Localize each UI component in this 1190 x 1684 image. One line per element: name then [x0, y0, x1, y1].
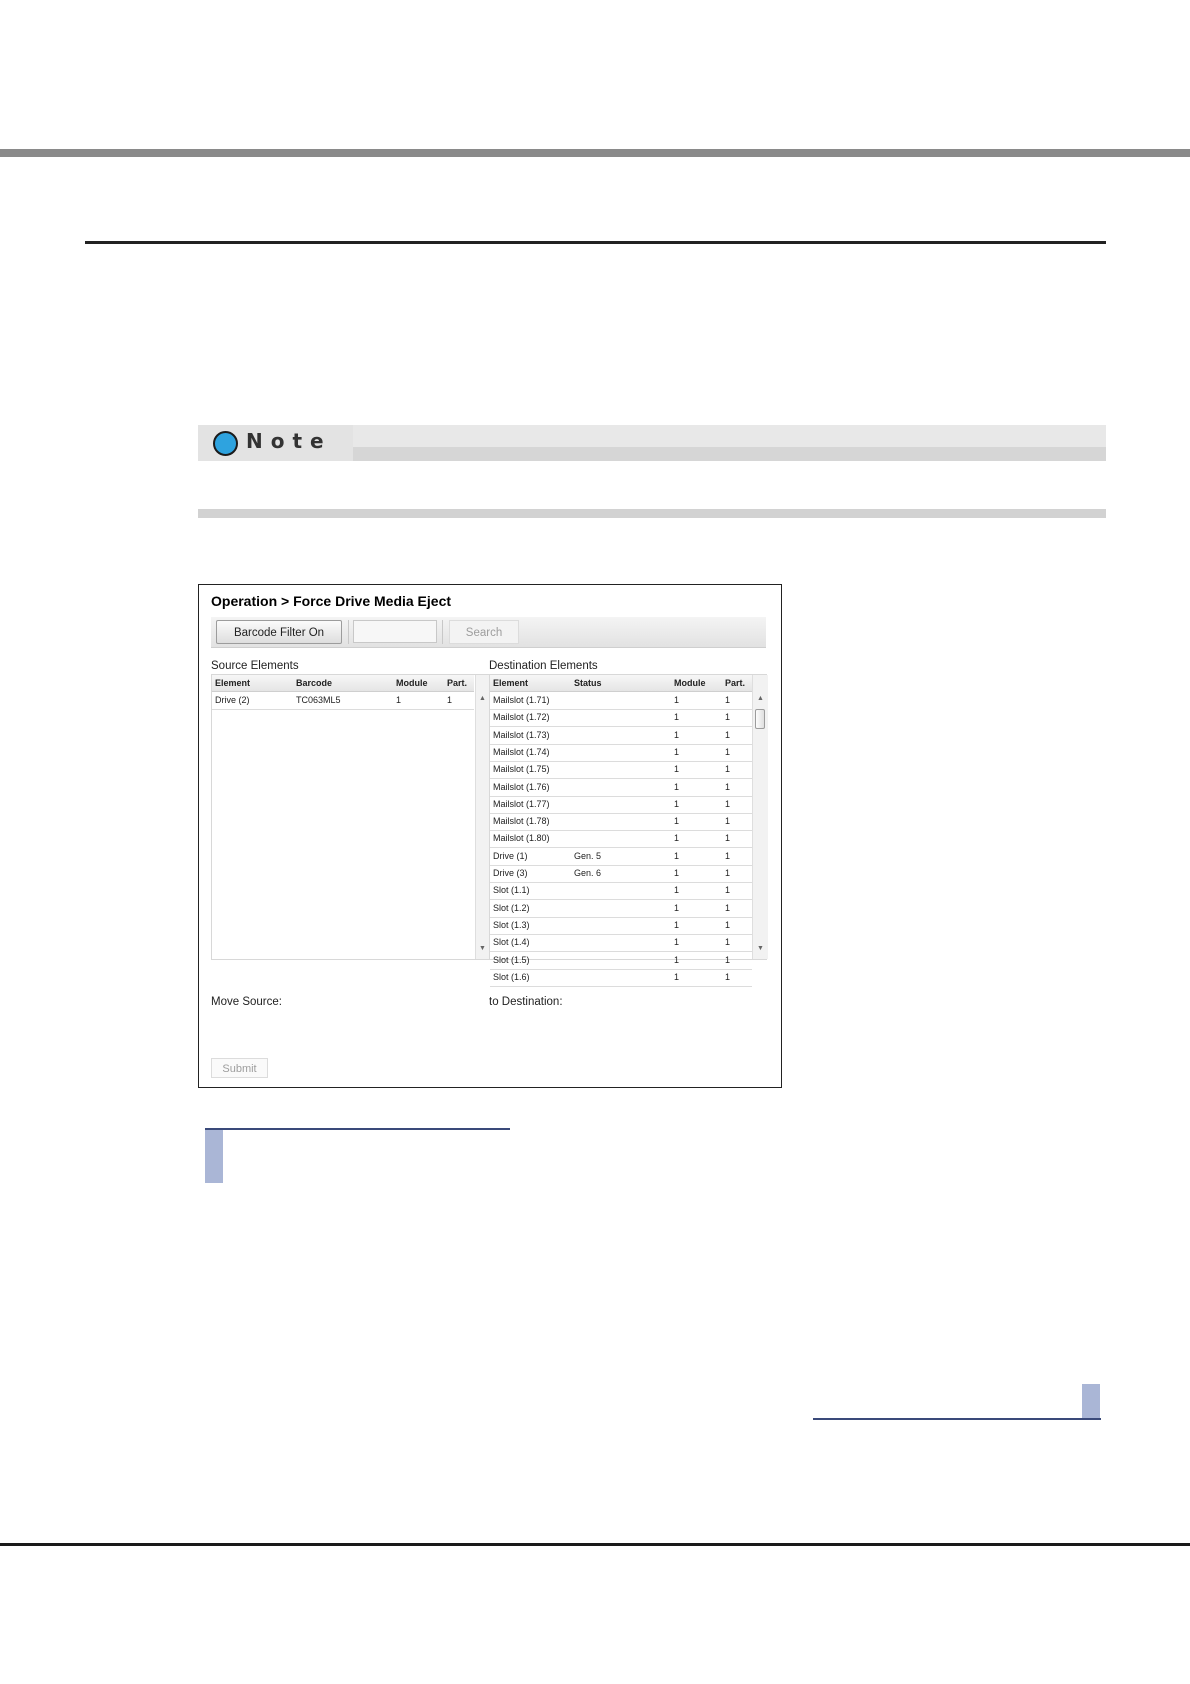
table-row[interactable] — [490, 761, 752, 779]
cell-element: Mailslot (1.78) — [493, 816, 550, 827]
cell-part: 1 — [725, 764, 731, 775]
cell-part: 1 — [725, 746, 731, 757]
arrow-down-icon[interactable]: ▼ — [757, 945, 764, 952]
cell-module: 1 — [674, 695, 680, 705]
column-header-module[interactable]: Module — [674, 678, 706, 688]
table-row[interactable] — [212, 692, 474, 710]
table-row[interactable] — [490, 952, 752, 970]
table-row[interactable] — [490, 882, 752, 900]
cell-module: 1 — [674, 937, 680, 948]
cell-element: Mailslot (1.75) — [493, 764, 550, 775]
cell-part: 1 — [725, 798, 731, 809]
cell-module: 1 — [674, 850, 680, 861]
table-row[interactable] — [490, 917, 752, 935]
cell-module: 1 — [674, 868, 680, 878]
cell-element: Mailslot (1.71) — [493, 695, 550, 705]
cell-module: 1 — [674, 902, 680, 913]
toolbar — [211, 617, 766, 648]
cell-module: 1 — [674, 729, 680, 740]
table-row[interactable] — [490, 744, 752, 762]
cell-element: Mailslot (1.80) — [493, 833, 550, 844]
source-scrollbar[interactable] — [475, 675, 490, 959]
table-row[interactable] — [490, 779, 752, 797]
cell-part: 1 — [725, 919, 731, 930]
cell-element: Drive (3) — [493, 868, 528, 878]
cell-part: 1 — [725, 712, 731, 723]
cell-module: 1 — [674, 781, 680, 792]
submit-button[interactable]: Submit — [211, 1058, 268, 1078]
cell-module: 1 — [674, 798, 680, 809]
cell-part: 1 — [725, 937, 731, 948]
cell-part: 1 — [725, 695, 731, 705]
table-row[interactable] — [490, 865, 752, 883]
cell-module: 1 — [674, 833, 680, 844]
cell-part: 1 — [725, 833, 731, 844]
cell-module: 1 — [674, 919, 680, 930]
cell-module: 1 — [674, 954, 680, 965]
column-header-barcode[interactable]: Barcode — [296, 678, 333, 688]
force-drive-media-eject-screen — [198, 584, 782, 1088]
cell-part: 1 — [725, 868, 731, 878]
scrollbar-thumb[interactable] — [755, 709, 765, 729]
cell-status: Gen. 5 — [574, 850, 602, 861]
table-header — [212, 675, 474, 692]
cell-barcode: TC063ML5 — [296, 695, 341, 705]
cell-element: Drive (2) — [215, 695, 250, 705]
cell-element: Slot (1.5) — [493, 954, 530, 965]
barcode-filter-button[interactable]: Barcode Filter On — [216, 620, 342, 644]
cell-element: Mailslot (1.74) — [493, 746, 550, 757]
barcode-search-input[interactable] — [353, 620, 437, 643]
table-row[interactable] — [490, 796, 752, 814]
arrow-up-icon[interactable]: ▲ — [479, 695, 486, 702]
cell-element: Slot (1.6) — [493, 971, 530, 982]
header-band — [0, 149, 1190, 157]
destination-elements-table — [489, 674, 767, 982]
table-row[interactable] — [490, 830, 752, 848]
note-banner-highlight — [353, 425, 1106, 447]
source-elements-table — [211, 674, 490, 960]
screen-title: Operation > Force Drive Media Eject — [211, 593, 452, 609]
table-row[interactable] — [490, 727, 752, 745]
cell-element: Mailslot (1.72) — [493, 712, 550, 723]
cell-module: 1 — [674, 746, 680, 757]
cell-part: 1 — [725, 885, 731, 896]
footer-accent-bar — [1082, 1384, 1100, 1418]
page-bottom-rule — [0, 1543, 1190, 1546]
table-row[interactable] — [490, 848, 752, 866]
cell-part: 1 — [725, 729, 731, 740]
table-row[interactable] — [490, 934, 752, 952]
column-header-module[interactable]: Module — [396, 678, 428, 688]
table-header — [490, 675, 752, 692]
cell-part: 1 — [725, 850, 731, 861]
note-label: Note — [246, 429, 332, 453]
table-row[interactable] — [490, 709, 752, 727]
caption-accent-bar — [205, 1130, 223, 1183]
cell-element: Slot (1.3) — [493, 919, 530, 930]
cell-element: Drive (1) — [493, 850, 528, 861]
table-row[interactable] — [490, 692, 752, 710]
info-circle-icon — [213, 431, 238, 456]
cell-element: Slot (1.4) — [493, 937, 530, 948]
to-destination-label: to Destination: — [489, 996, 563, 1008]
cell-element: Mailslot (1.77) — [493, 798, 550, 809]
cell-module: 1 — [674, 885, 680, 896]
search-button[interactable]: Search — [449, 620, 519, 644]
cell-part: 1 — [725, 902, 731, 913]
arrow-up-icon[interactable]: ▲ — [757, 695, 764, 702]
cell-part: 1 — [447, 695, 453, 705]
source-elements-label: Source Elements — [211, 660, 299, 672]
cell-part: 1 — [725, 781, 731, 792]
cell-part: 1 — [725, 954, 731, 965]
cell-element: Mailslot (1.76) — [493, 781, 550, 792]
toolbar-separator — [442, 620, 443, 644]
column-header-element[interactable]: Element — [215, 678, 251, 688]
cell-module: 1 — [674, 764, 680, 775]
table-row[interactable] — [490, 900, 752, 918]
cell-status: Gen. 6 — [574, 868, 602, 878]
column-header-element[interactable]: Element — [493, 678, 529, 688]
destination-scrollbar[interactable] — [752, 675, 768, 959]
footer-link-rule — [813, 1418, 1101, 1420]
cell-element: Mailslot (1.73) — [493, 729, 550, 740]
destination-elements-label: Destination Elements — [489, 660, 598, 672]
note-bottom-rule — [198, 509, 1106, 518]
cell-module: 1 — [674, 712, 680, 723]
column-header-part[interactable]: Part. — [447, 678, 468, 688]
cell-module: 1 — [674, 971, 680, 982]
table-row[interactable] — [490, 813, 752, 831]
cell-element: Slot (1.1) — [493, 885, 530, 896]
toolbar-separator — [348, 620, 349, 644]
column-header-part[interactable]: Part. — [725, 678, 746, 688]
arrow-down-icon[interactable]: ▼ — [479, 945, 486, 952]
column-header-status[interactable]: Status — [574, 678, 602, 688]
move-source-label: Move Source: — [211, 996, 282, 1008]
cell-part: 1 — [725, 971, 731, 982]
section-title-rule — [85, 241, 1106, 244]
cell-element: Slot (1.2) — [493, 902, 530, 913]
cell-module: 1 — [674, 816, 680, 827]
table-row[interactable] — [490, 969, 752, 987]
caption-rule — [205, 1128, 510, 1130]
cell-part: 1 — [725, 816, 731, 827]
cell-module: 1 — [396, 695, 402, 705]
